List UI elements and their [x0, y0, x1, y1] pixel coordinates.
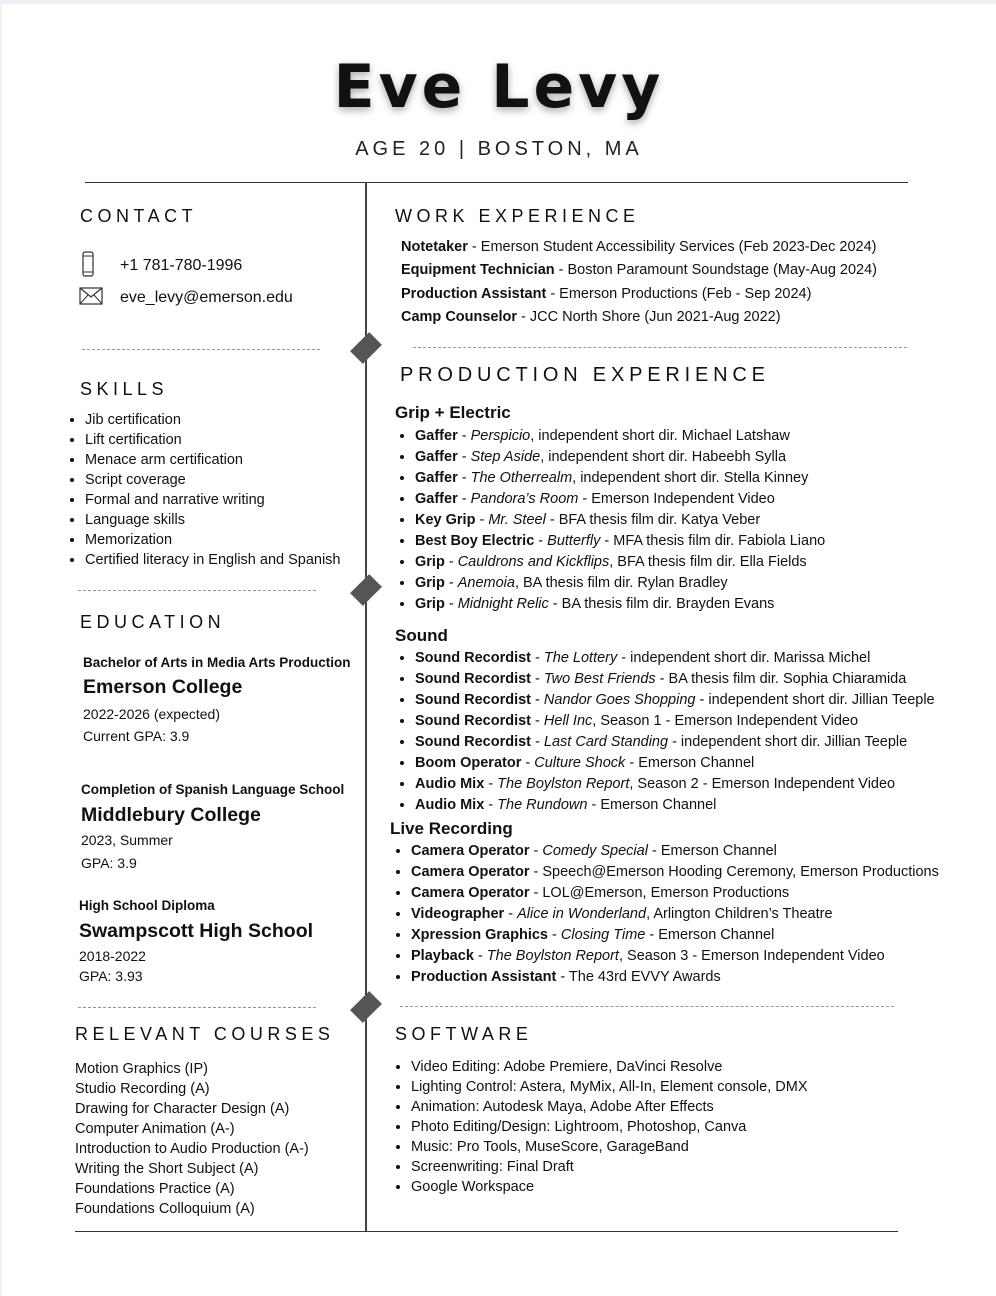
production-title: Comedy Special [542, 843, 648, 859]
work-detail: - Emerson Productions (Feb - Sep 2024) [546, 285, 812, 302]
production-item [411, 967, 981, 988]
production-item [415, 594, 975, 615]
production-role: Audio Mix [415, 797, 485, 813]
production-detail: - independent short dir. Jillian Teeple [695, 692, 935, 708]
production-title: Anemoia [457, 575, 515, 591]
list-item: Studio Recording (A) [75, 1081, 210, 1097]
production-item [415, 795, 975, 816]
production-detail: , independent short dir. Stella Kinney [572, 470, 809, 486]
production-role: Grip [415, 554, 445, 570]
production-group-title: Grip + Electric [395, 403, 511, 422]
list-item: Writing the Short Subject (A) [75, 1161, 259, 1177]
list-item: • Animation: Autodesk Maya, Adobe After Effects [411, 1097, 931, 1117]
software-heading: SOFTWARE [395, 1024, 533, 1044]
production-separator: - [444, 554, 458, 570]
production-separator: - [475, 512, 489, 528]
production-title: Mr. Steel [488, 512, 546, 528]
work-role: Production Assistant [401, 285, 547, 302]
production-item [411, 841, 981, 862]
contact-phone[interactable] [80, 254, 242, 278]
production-title: The Boylston Report [497, 776, 630, 792]
education-school: Middlebury College [81, 804, 261, 826]
production-title: Perspicio [470, 428, 531, 444]
education-school: Emerson College [83, 676, 243, 698]
education-gpa: GPA: 3.93 [79, 968, 143, 984]
production-item [411, 862, 981, 883]
production-detail: LOL@Emerson, Emerson Productions [542, 885, 790, 901]
production-item [411, 946, 981, 967]
courses-list [75, 1059, 360, 1219]
production-detail: - Emerson Channel [625, 755, 755, 771]
list-item: • Screenwriting: Final Draft [411, 1157, 931, 1177]
production-separator: - [531, 692, 544, 708]
work-list [401, 236, 961, 329]
list-item: Foundations Practice (A) [75, 1181, 235, 1197]
production-detail: - independent short dir. Marissa Michel [617, 650, 871, 666]
production-role: Grip [415, 596, 445, 612]
production-separator: - [529, 843, 543, 859]
list-item: Motion Graphics (IP) [75, 1061, 208, 1077]
production-item [415, 573, 975, 594]
phone-number: +1 781-780-1996 [120, 257, 243, 274]
work-item [401, 306, 961, 329]
work-role: Notetaker [401, 239, 468, 255]
production-detail: - BA thesis film dir. Brayden Evans [548, 596, 775, 612]
production-role: Gaffer [415, 491, 458, 507]
production-item [415, 690, 975, 711]
production-detail: - MFA thesis film dir. Fabiola Liano [600, 533, 826, 549]
production-separator: - [531, 650, 544, 666]
production-title: Closing Time [560, 927, 646, 943]
production-title: The Rundown [497, 797, 588, 813]
production-title: The Lottery [543, 650, 618, 666]
production-item [415, 669, 975, 690]
software-list [395, 1057, 931, 1197]
production-title: Cauldrons and Kickflips [457, 554, 610, 570]
production-separator: - [444, 596, 458, 612]
production-separator: - [484, 797, 498, 813]
production-detail: , independent short dir. Michael Latshaw [530, 428, 790, 444]
production-separator: - [531, 713, 544, 729]
list-item: Foundations Colloquium (A) [75, 1201, 255, 1217]
production-role: Gaffer [415, 449, 458, 465]
list-item: • Formal and narrative writing [85, 490, 375, 510]
list-item: • Menace arm certification [85, 450, 375, 470]
production-title: Alice in Wonderland [517, 906, 647, 922]
list-item: • Lighting Control: Astera, MyMix, All-In, Element console, DMX [411, 1077, 931, 1097]
skills-heading: SKILLS [80, 379, 169, 399]
production-role: Best Boy Electric [415, 533, 535, 549]
section-divider [78, 1007, 316, 1008]
production-role: Sound Recordist [415, 734, 532, 750]
production-separator: - [534, 533, 548, 549]
work-detail: - JCC North Shore (Jun 2021-Aug 2022) [517, 308, 781, 325]
work-heading: WORK EXPERIENCE [395, 206, 640, 226]
production-role: Gaffer [415, 428, 458, 444]
list-item: • Video Editing: Adobe Premiere, DaVinci Resolve [411, 1057, 931, 1077]
education-dates: 2022-2026 (expected) [83, 706, 220, 722]
education-dates: 2018-2022 [79, 948, 146, 964]
resume-page [2, 4, 996, 1296]
section-divider [78, 590, 316, 591]
production-detail: , Season 1 - Emerson Independent Video [592, 713, 859, 729]
education-gpa: Current GPA: 3.9 [83, 728, 190, 744]
production-item [415, 732, 975, 753]
production-title: Step Aside [470, 449, 541, 465]
production-separator: - [531, 734, 544, 750]
production-detail: , independent short dir. Habeebh Sylla [540, 449, 787, 465]
list-item: • Certified literacy in English and Spanish [85, 550, 375, 570]
production-separator: - [529, 864, 543, 880]
work-detail: - Emerson Student Accessibility Services (Feb 2023-Dec 2024) [467, 239, 877, 255]
production-item [415, 753, 975, 774]
list-item: • Script coverage [85, 470, 375, 490]
education-heading: EDUCATION [80, 612, 226, 632]
production-detail: , Season 3 - Emerson Independent Video [618, 948, 885, 964]
production-role: Production Assistant [411, 969, 557, 985]
production-title: The Otherrealm [470, 470, 573, 486]
production-title: Pandora’s Room [470, 491, 579, 507]
production-item [415, 552, 975, 573]
production-title: Hell Inc [543, 713, 593, 729]
production-group-title: Sound [395, 626, 448, 645]
list-item: • Google Workspace [411, 1177, 931, 1197]
top-rule [85, 182, 908, 183]
production-detail: , Season 2 - Emerson Independent Video [629, 776, 896, 792]
list-item: Introduction to Audio Production (A-) [75, 1141, 309, 1157]
production-separator: - [529, 885, 543, 901]
list-item: Computer Animation (A-) [75, 1121, 235, 1137]
education-degree: High School Diploma [79, 898, 215, 913]
section-divider [400, 1006, 894, 1007]
production-item [415, 489, 975, 510]
production-heading: PRODUCTION EXPERIENCE [400, 364, 770, 386]
production-role: Sound Recordist [415, 650, 532, 666]
education-gpa: GPA: 3.9 [81, 855, 137, 871]
divider-diamond [350, 574, 382, 606]
courses-heading: RELEVANT COURSES [75, 1024, 335, 1044]
divider-diamond [350, 332, 382, 364]
production-detail: The 43rd EVVY Awards [568, 969, 721, 985]
production-title: Two Best Friends [543, 671, 656, 687]
work-item [401, 259, 961, 282]
production-separator: - [484, 776, 498, 792]
production-role: Playback [411, 948, 474, 964]
production-item [415, 774, 975, 795]
production-detail: , BFA thesis film dir. Ella Fields [609, 554, 807, 570]
work-item [401, 236, 961, 259]
production-detail: , BA thesis film dir. Rylan Bradley [514, 575, 728, 591]
production-separator: - [521, 755, 535, 771]
list-item: • Lift certification [85, 430, 375, 450]
production-title: The Boylston Report [486, 948, 619, 964]
phone-icon [80, 251, 104, 282]
production-detail: - Emerson Channel [647, 843, 777, 859]
production-role: Gaffer [415, 470, 458, 486]
production-role: Audio Mix [415, 776, 485, 792]
production-separator: - [457, 428, 471, 444]
production-item [415, 648, 975, 669]
production-role: Boom Operator [415, 755, 522, 771]
production-separator: - [531, 671, 544, 687]
production-role: Xpression Graphics [411, 927, 548, 943]
list-item: • Jib certification [85, 410, 375, 430]
production-title: Butterfly [547, 533, 601, 549]
production-separator: - [457, 449, 471, 465]
production-role: Sound Recordist [415, 692, 532, 708]
production-item [415, 711, 975, 732]
production-item [415, 468, 975, 489]
work-detail: - Boston Paramount Soundstage (May-Aug 2024) [554, 262, 878, 279]
production-detail: - independent short dir. Jillian Teeple [668, 734, 908, 750]
production-item [415, 447, 975, 468]
production-role: Camera Operator [411, 885, 530, 901]
production-separator: - [504, 906, 518, 922]
production-role: Camera Operator [411, 843, 530, 859]
envelope-icon [79, 287, 105, 310]
bottom-rule [75, 1231, 898, 1232]
production-item [415, 510, 975, 531]
production-separator: - [548, 927, 561, 943]
work-item [401, 283, 961, 306]
production-item [411, 904, 981, 925]
production-group-list [395, 648, 975, 816]
production-detail: Speech@Emerson Hooding Ceremony, Emerson Productions [542, 864, 939, 880]
section-divider [413, 347, 907, 348]
production-role: Grip [415, 575, 445, 591]
production-role: Sound Recordist [415, 671, 532, 687]
education-dates: 2023, Summer [81, 832, 173, 848]
divider-diamond [350, 991, 382, 1023]
production-item [411, 925, 981, 946]
production-role: Sound Recordist [415, 713, 532, 729]
production-separator: - [556, 969, 569, 985]
production-role: Camera Operator [411, 864, 530, 880]
production-detail: - Emerson Channel [645, 927, 775, 943]
production-item [411, 883, 981, 904]
production-group-list [391, 841, 981, 988]
production-title: Nandor Goes Shopping [543, 692, 696, 708]
production-detail: - Emerson Channel [587, 797, 717, 813]
email-address: eve_levy@emerson.edu [120, 289, 293, 306]
production-detail: - BA thesis film dir. Sophia Chiaramida [655, 671, 907, 687]
skills-list [69, 410, 375, 570]
production-title: Last Card Standing [543, 734, 669, 750]
contact-heading: CONTACT [80, 206, 198, 226]
production-title: Midnight Relic [457, 596, 549, 612]
production-detail: - Emerson Independent Video [578, 491, 775, 507]
production-separator: - [457, 491, 471, 507]
production-separator: - [457, 470, 471, 486]
production-role: Videographer [411, 906, 505, 922]
education-degree: Completion of Spanish Language School [81, 782, 345, 797]
list-item: • Photo Editing/Design: Lightroom, Photoshop, Canva [411, 1117, 931, 1137]
production-detail: , Arlington Children’s Theatre [646, 906, 833, 922]
production-role: Key Grip [415, 512, 476, 528]
contact-email[interactable] [79, 287, 293, 309]
production-group-title: Live Recording [390, 819, 513, 838]
list-item: • Music: Pro Tools, MuseScore, GarageBand [411, 1137, 931, 1157]
production-item [415, 531, 975, 552]
production-title: Culture Shock [534, 755, 626, 771]
production-separator: - [444, 575, 458, 591]
production-item [415, 426, 975, 447]
production-group-list [395, 426, 975, 615]
production-separator: - [473, 948, 487, 964]
work-role: Camp Counselor [401, 308, 518, 325]
resume-subtitle: AGE 20 | BOSTON, MA [355, 138, 643, 160]
education-degree: Bachelor of Arts in Media Arts Production [83, 655, 351, 670]
resume-name: Eve Levy [333, 52, 665, 122]
list-item: • Language skills [85, 510, 375, 530]
list-item: • Memorization [85, 530, 375, 550]
section-divider [82, 349, 320, 350]
production-detail: - BFA thesis film dir. Katya Veber [545, 512, 761, 528]
education-school: Swampscott High School [79, 920, 314, 942]
work-role: Equipment Technician [401, 262, 555, 279]
list-item: Drawing for Character Design (A) [75, 1101, 290, 1117]
